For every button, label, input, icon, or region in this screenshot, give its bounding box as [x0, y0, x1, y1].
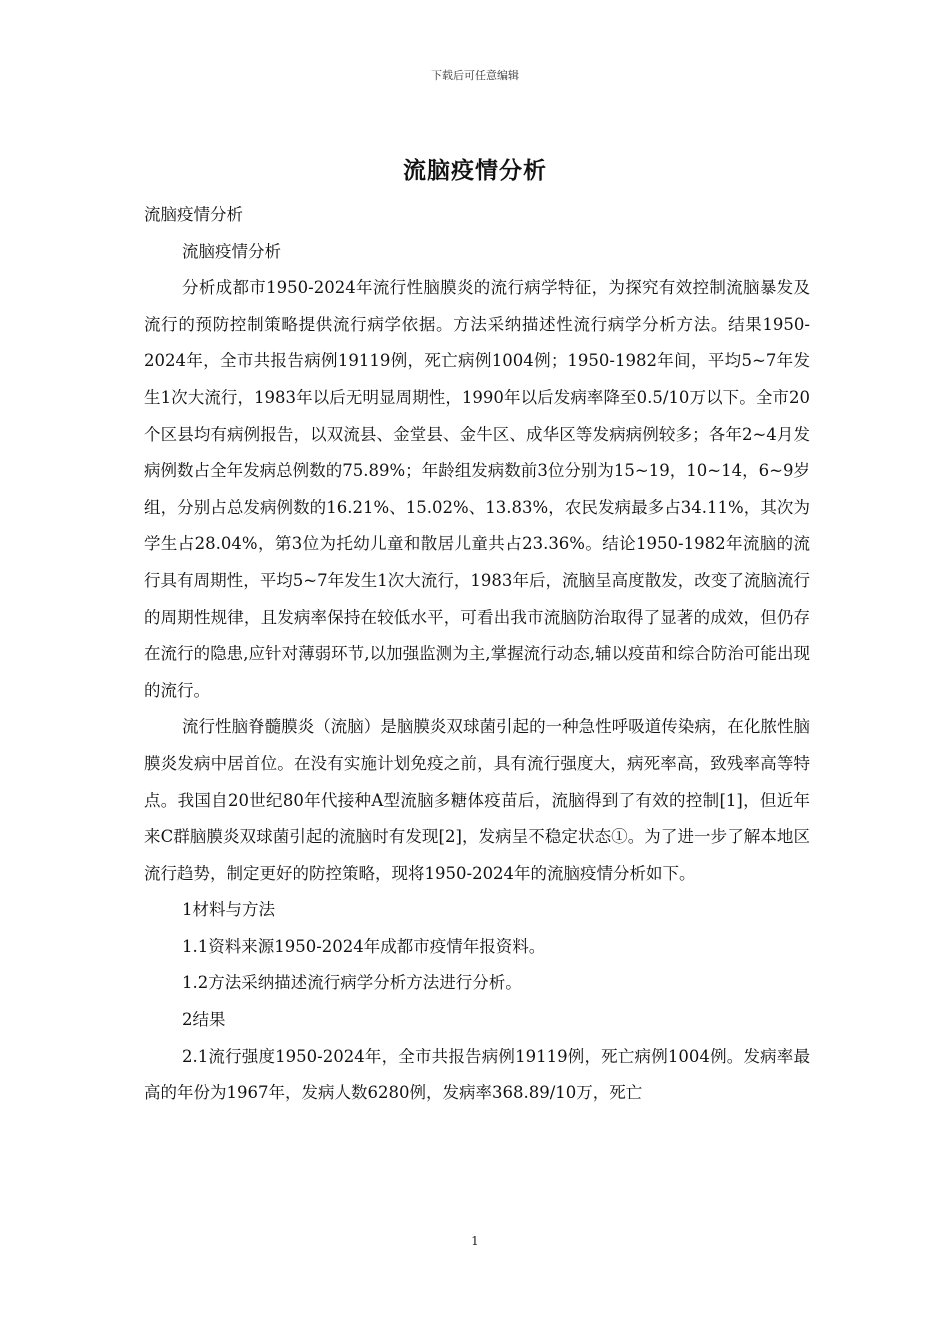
section-heading: 流脑疫情分析: [144, 205, 243, 224]
page-header: 下载后可任意编辑: [431, 69, 519, 82]
abstract-paragraph: 分析成都市1950-2024年流行性脑膜炎的流行病学特征，为探究有效控制流脑暴发及流行的预防控制策略提供流行病学依据。方法采纳描述性流行病学分析方法。结果1950-2024年，全市共报告病例19119例，死亡病例1004例；1950-1982年间，平均5~7年发生1次大流行，1983年以后无明显周期性，1990年以后发病率降至0.5/10万以下。全市20个区县均有病例报告，以双流县、金堂县、金牛区、成华区等发病病例较多；各年2~4月发病例数占全年发病总例数的75.89%；年龄组发病数前3位分别为15~19，10~14，6~9岁组，分别占总发病例数的16.21%、15.02%、13.83%，农民发病最多占34.11%，其次为学生占28.04%，第3位为托幼儿童和散居儿童共占23.36%。结论1950-1982年流脑的流行具有周期性，平均5~7年发生1次大流行，1983年后，流脑呈高度散发，改变了流脑流行的周期性规律，且发病率保持在较低水平，可看出我市流脑防治取得了显著的成效，但仍存在流行的隐患,应针对薄弱环节,以加强监测为主,掌握流行动态,辅以疫苗和综合防治可能出现的流行。: [144, 278, 810, 700]
methods-data-source: 1.1资料来源1950-2024年成都市疫情年报资料。: [182, 936, 546, 956]
subsection-heading: 流脑疫情分析: [182, 241, 281, 261]
intro-paragraph: 流行性脑脊髓膜炎（流脑）是脑膜炎双球菌引起的一种急性呼吸道传染病，在化脓性脑膜炎发病中居首位。在没有实施计划免疫之前，具有流行强度大，病死率高，致残率高等特点。我国自20世纪80年代接种A型流脑多糖体疫苗后，流脑得到了有效的控制[1]，但近年来C群脑膜炎双球菌引起的流脑时有发现[2]，发病呈不稳定状态①。为了进一步了解本地区流行趋势，制定更好的防控策略，现将1950-2024年的流脑疫情分析如下。: [144, 717, 810, 883]
methods-heading: 1材料与方法: [182, 900, 275, 920]
document-title: 流脑疫情分析: [403, 158, 547, 184]
page-number: 1: [471, 1234, 479, 1248]
methods-analysis: 1.2方法采纳描述流行病学分析方法进行分析。: [182, 973, 522, 993]
document-body: [144, 197, 810, 1112]
results-heading: 2结果: [182, 1010, 226, 1030]
results-paragraph: 2.1流行强度1950-2024年，全市共报告病例19119例，死亡病例1004例。发病率最高的年份为1967年，发病人数6280例，发病率368.89/10万，死亡: [144, 1046, 810, 1103]
